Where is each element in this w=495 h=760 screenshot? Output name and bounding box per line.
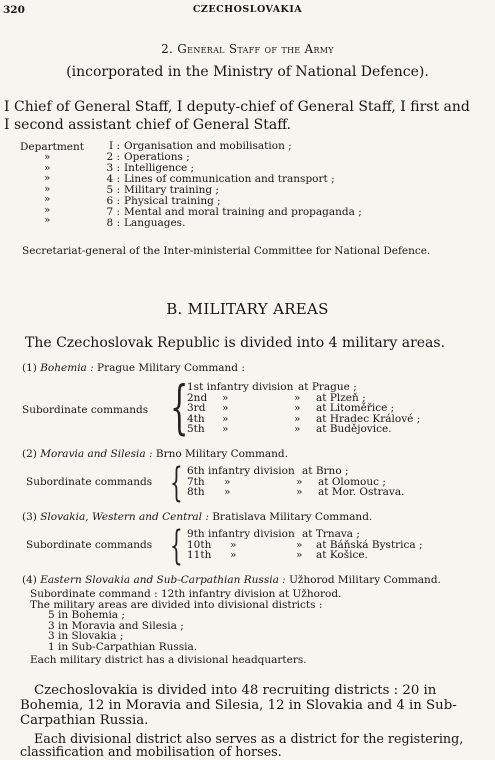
department-list [96,141,362,229]
department-label: Department [20,141,85,153]
area-heading-moravia: (2) Moravia and Silesia : Brno Military Command. [22,448,288,460]
recruiting-line-3: Carpathian Russia. [20,713,149,728]
recruiting-line-2: Bohemia, 12 in Moravia and Silesia, 12 in Slovakia and 4 in Sub- [20,698,457,713]
recruiting-line-1: Czechoslovakia is divided into 48 recruiting districts : 20 in [34,683,437,698]
department-item: 3 : Intelligence ; [106,162,195,174]
division-list-slovakia: 9th infantry division 10th 11th [187,528,295,561]
area-heading-bohemia: (1) Bohemia : Prague Military Command : [22,362,245,374]
division-list-bohemia: 1st infantry division 2nd 3rd 4th 5th [187,381,294,435]
brace-bohemia: { [170,373,189,441]
running-title: CZECHOSLOVAKIA [192,4,303,15]
department-item: 4 : Lines of communication and transport ; [106,173,335,185]
staff-intro-line-2: I second assistant chief of General Staff. [4,117,292,133]
ditto-mark: » [44,193,51,205]
ditto-mark: » [44,161,51,174]
staff-intro-line-1: I Chief of General Staff, I deputy-chief of General Staff, I first and [4,99,470,115]
division-list-moravia: 6th infantry division 7th 8th [187,465,295,498]
ditto-col-slovakia: » » [230,538,237,561]
ditto-col-bohemia-2: » » » » [294,391,301,435]
horses-line-1: Each divisional district also serves as a district for the registering, [34,731,464,746]
brace-moravia: { [170,460,183,506]
department-item: I : Organisation and mobilisation ; [108,140,292,152]
area-heading-slovakia: (3) Slovakia, Western and Central : Bratislava Military Command. [22,511,373,523]
districts-intro: The military areas are divided into divisional districts : [30,599,323,611]
military-areas-intro: The Czechoslovak Republic is divided into 4 military areas. [25,335,446,351]
district-list [48,610,197,652]
section-subheading: (incorporated in the Ministry of National Defence). [66,64,429,80]
ditto-mark: » [44,182,51,195]
ditto-col-moravia-2: » » [296,475,303,498]
department-item: 8 : Languages. [106,217,186,229]
page-number: 320 [3,4,25,16]
place-list-bohemia: at Prague ; at Plzeň ; at Litoměřice ; at Hradec Králové ; at Budějovice. [298,381,421,435]
department-item: 6 : Physical training ; [106,195,221,207]
ditto-mark: » [44,214,51,226]
ditto-col-slovakia-2: » » [296,538,303,561]
secretariat-line: Secretariat-general of the Inter-ministerial Committee for National Defence. [22,245,431,257]
place-list-slovakia: at Trnava ; at Báňská Bystrica ; at Košice. [302,528,423,561]
section-heading-military-areas: B. MILITARY AREAS [166,300,329,318]
ditto-col-moravia: » » [224,475,231,498]
department-item: 5 : Military training ; [106,184,219,196]
ditto-marks [44,152,50,226]
subordinate-label-slovakia: Subordinate commands [26,539,153,551]
horses-line-2: classification and mobilisation of horses. [20,744,282,759]
ditto-mark: » [44,151,51,163]
district-item: 3 in Slovakia ; [48,630,124,642]
ditto-mark: » [44,172,51,184]
ditto-col-bohemia: » » » » [222,391,229,435]
district-item: 5 in Bohemia ; [48,609,125,621]
subordinate-label-bohemia: Subordinate commands [22,404,149,416]
district-item: 1 in Sub-Carpathian Russia. [48,640,198,653]
hq-note: Each military district has a divisional headquarters. [30,654,307,666]
area4-subordinate: Subordinate command : 12th infantry division at Užhorod. [30,588,342,600]
district-item: 3 in Moravia and Silesia ; [48,619,184,632]
subordinate-label-moravia: Subordinate commands [26,476,153,488]
brace-slovakia: { [170,523,183,569]
section-heading-general-staff: 2. General Staff of the Army [161,42,334,56]
department-item: 7 : Mental and moral training and propaganda ; [106,206,362,218]
place-list-moravia: at Brno ; at Olomouc ; at Mor. Ostrava. [302,465,405,498]
area-heading-eastern-slovakia: (4) Eastern Slovakia and Sub-Carpathian Russia : Užhorod Military Command. [22,574,441,586]
ditto-mark: » [44,203,51,216]
department-item: 2 : Operations ; [106,151,190,163]
